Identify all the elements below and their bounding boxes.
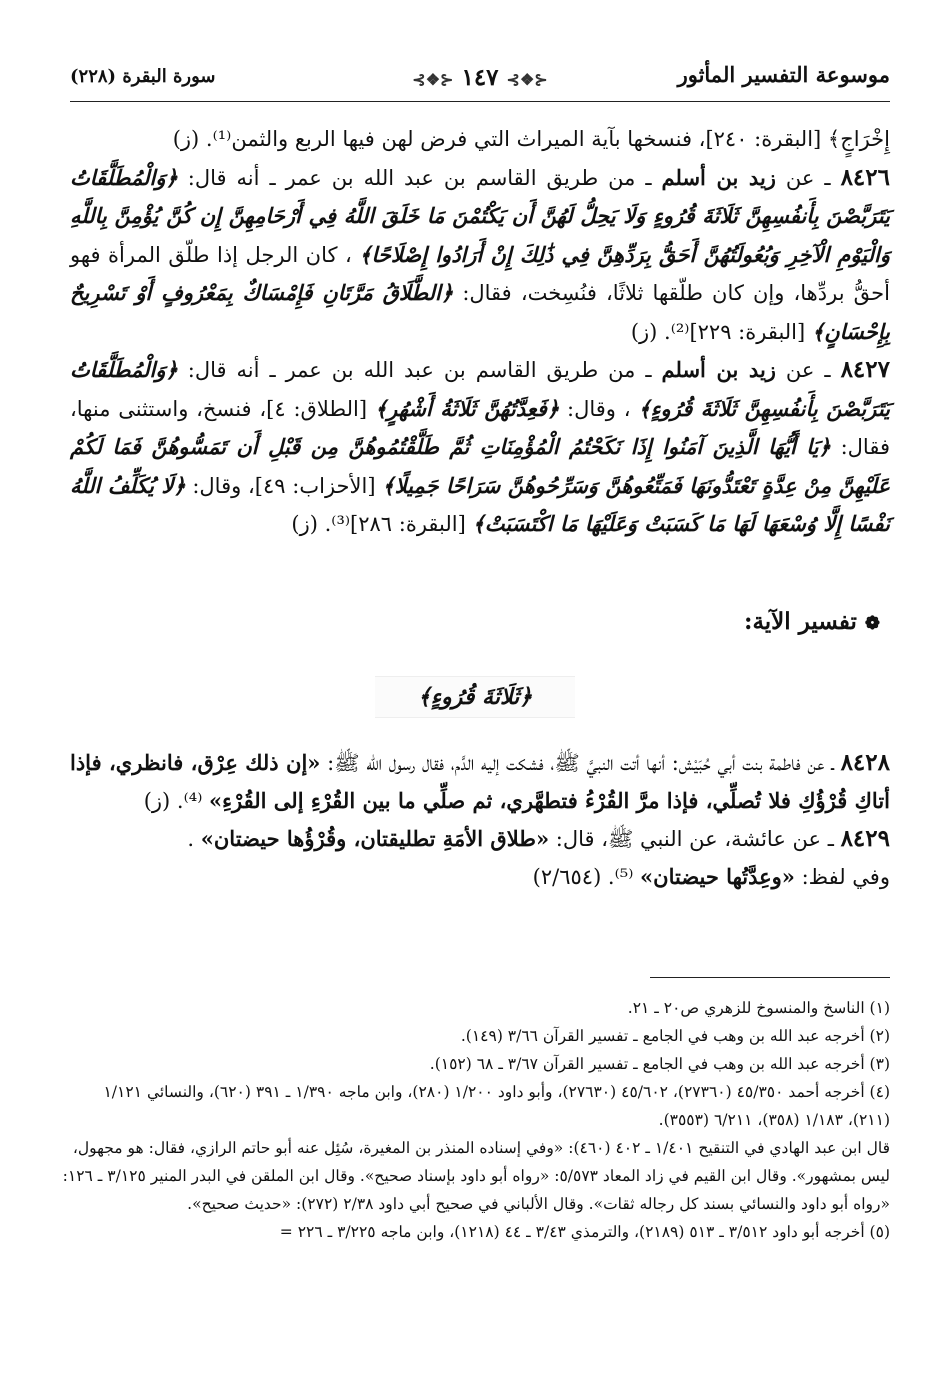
quran-verse: ﴿الطَّلَاقُ مَرَّتَانِ فَإِمْسَاكٌ بِمَعْرُوفٍ أَوْ تَسْرِيحٌ بِإِحْسَانٍ﴾	[70, 280, 890, 344]
hadith-ending: .	[187, 827, 195, 851]
chain-text: ـ من طريق القاسم بن عبد الله بن عمر ـ أنه قال:	[177, 358, 652, 382]
chain-text: ـ من طريق القاسم بن عبد الله بن عمر ـ أنه قال:	[177, 165, 652, 190]
hadith-number: ٨٤٢٩	[840, 825, 890, 852]
footnotes	[60, 994, 890, 1246]
footnote-4: (٤) أخرجه أحمد ٤٥/٣٥٠ (٢٧٣٦٠)، ٤٥/٦٠٢ (٢٧٦٣٠)، وأبو داود ١/٢٠٠ (٢٨٠)، وابن ماجه ١/٣٩٠ ـ ٣٩١ (٦٢٠)، والنسائي ١/١٢١ (٢١١)، ١/١٨٣ (٣٥٨)، ٦/٢١١ (٣٥٥٣).	[103, 1083, 890, 1129]
entry-intro: ـ عن	[775, 165, 831, 190]
flower-ornament-icon: ❁	[864, 613, 880, 634]
hadith-variant-prefix: وفي لفظ:	[794, 865, 890, 889]
entry-text: إِخْرَاجٍ﴾ [البقرة: ٢٤٠]، فنسخها بآية الميراث التي فرض لهن فيها الربع والثمن⁽¹⁾. (ز)	[172, 127, 890, 151]
ornament-icon: ⊰❖⊱	[506, 70, 548, 89]
quran-verse: ﴿يَا أَيُّهَا الَّذِينَ آمَنُوا إِذَا نَكَحْتُمُ الْمُؤْمِنَاتِ ثُمَّ طَلَّقْتُمُوهُنَّ مِن قَبْلِ أَن تَمَسُّوهُنَّ فَمَا لَكُمْ عَلَيْهِنَّ مِنْ عِدَّةٍ تَعْتَدُّونَهَا فَمَتِّعُوهُنَّ وَسَرِّحُوهُنَّ سَرَاحًا جَمِيلًا﴾	[70, 434, 891, 498]
footnote-5: (٥) أخرجه أبو داود ٣/٥١٢ ـ ٥١٣ (٢١٨٩)، والترمذي ٣/٤٣ ـ ٤٤ (١٢١٨)، وابن ماجه ٣/٢٢٥ ـ ٢٢٦ =	[279, 1223, 890, 1241]
section-heading	[744, 608, 880, 635]
entry-8426	[70, 159, 890, 352]
quran-verse: ﴿وَالْمُطَلَّقَاتُ يَتَرَبَّصْنَ بِأَنفُسِهِنَّ ثَلَاثَةَ قُرُوءٍ وَلَا يَحِلُّ لَهُنَّ أَن يَكْتُمْنَ مَا خَلَقَ اللَّهُ فِي أَرْحَامِهِنَّ إِن كُنَّ يُؤْمِنَّ بِاللَّهِ وَالْيَوْمِ الْآخِرِ وَبُعُولَتُهُنَّ أَحَقُّ بِرَدِّهِنَّ فِي ذَٰلِكَ إِنْ أَرَادُوا إِصْلَاحًا﴾	[70, 164, 890, 267]
header-divider	[70, 101, 890, 102]
hadith-list	[70, 744, 890, 896]
footnote-4-commentary: قال ابن عبد الهادي في التنقيح ١/٤٠١ ـ ٤٠٢ (٤٦٠): «وفي إسناده المنذر بن المغيرة، سُئِل عنه أبو حاتم الرازي، فقال: هو مجهول، ليس بمشهور». وقال ابن القيم في زاد المعاد ٥/٥٧٣: «رواه أبو داود بإسناد صحيح». وقال ابن الملقن في البدر المنير ٣/١٢٥ ـ ١٢٦: «رواه أبو داود والنسائي بسند كل رجاله ثقات». وقال الألباني في صحيح أبي داود ٢/٣٨ (٢٧٢): «حديث صحيح».	[62, 1139, 890, 1213]
book-title: موسوعة التفسير المأثور	[677, 62, 890, 87]
entry-number: ٨٤٢٧	[840, 356, 890, 383]
phrase-heading: ﴿ثَلَاثَةَ قُرُوءٍ﴾	[375, 676, 575, 718]
hadith-number: ٨٤٢٨	[840, 749, 890, 776]
hadith-text: ـ عن عائشة، عن النبي ﷺ، قال:	[549, 827, 834, 851]
ornament-icon: ⊰❖⊱	[412, 70, 454, 89]
quran-verse: ﴿فَعِدَّتُهُنَّ ثَلَاثَةُ أَشْهُرٍ﴾	[374, 395, 560, 421]
footnote-2: (٢) أخرجه عبد الله بن وهب في الجامع ـ تفسير القرآن ٣/٦٦ (١٤٩).	[460, 1027, 890, 1045]
entry-number: ٨٤٢٦	[840, 163, 890, 191]
narrator-name: زيد بن أسلم	[661, 164, 776, 190]
entry-body: [الطلاق: ٤]، فنسخ، واستثنى منها، فقال:	[70, 396, 890, 459]
hadith-8428	[70, 744, 890, 820]
hadith-text: ـ عن فاطمة بنت أبي حُبَيْش: أنها أتت النبيَّ ﷺ، فشكت إليه الدَّم، فقال رسول الله ﷺ:	[320, 751, 834, 775]
entry-body: ، كان الرجل إذا طلّق المرأة فهو أحقُّ بردِّها، وإن كان طلّقها ثلاثًا، فنُسِخت، فقال:	[70, 242, 890, 305]
entry-8427	[70, 351, 890, 544]
section-title: تفسير الآية:	[743, 608, 857, 635]
entry-body: [الأحزاب: ٤٩]، وقال:	[185, 473, 376, 498]
narrator-name: زيد بن أسلم	[661, 357, 776, 382]
entry-intro: ـ عن	[775, 358, 831, 382]
entry-ending: [البقرة: ٢٢٩]⁽²⁾. (ز)	[630, 319, 806, 344]
hadith-variant-ending: ⁽⁵⁾. (٢/٦٥٤)	[532, 865, 634, 889]
footnote-divider	[650, 977, 890, 978]
hadith-variant-quote: «وعِدَّتُها حيضتان»	[640, 864, 795, 889]
hadith-quote: «طلاق الأمَةِ تطليقتان، وقُرْؤُها حيضتان»	[200, 826, 550, 851]
entry-body: ، وقال:	[559, 396, 631, 421]
footnote-3: (٣) أخرجه عبد الله بن وهب في الجامع ـ تفسير القرآن ٣/٦٧ ـ ٦٨ (١٥٢).	[429, 1055, 890, 1073]
footnote-1: (١) الناسخ والمنسوخ للزهري ص٢٠ ـ ٢١.	[627, 999, 890, 1017]
page-number: ١٤٧	[461, 64, 499, 91]
entry-ending: [البقرة: ٢٨٦]⁽³⁾. (ز)	[291, 512, 466, 536]
surah-info: سورة البقرة (٢٢٨)	[70, 66, 216, 87]
entry-continuation	[70, 120, 890, 159]
main-text	[70, 120, 890, 544]
running-header	[70, 58, 890, 102]
hadith-8429	[70, 820, 890, 896]
quran-verse: ﴿لَا يُكَلِّفُ اللَّهُ نَفْسًا إِلَّا وُسْعَهَا لَهَا مَا كَسَبَتْ وَعَلَيْهَا مَا اكْتَسَبَتْ﴾	[70, 472, 890, 536]
quran-verse: ﴿وَالْمُطَلَّقَاتُ يَتَرَبَّصْنَ بِأَنفُسِهِنَّ ثَلَاثَةَ قُرُوءٍ﴾	[70, 357, 890, 421]
hadith-ending: ⁽⁴⁾. (ز)	[143, 789, 203, 813]
hadith-quote: «إن ذلك عِرْق، فانظري، فإذا أتاكِ قُرْؤُكِ فلا تُصلِّي، فإذا مرَّ القُرْءُ فتطهَّري، ثم صلِّي ما بين القُرْءِ إلى القُرْءِ»	[70, 750, 890, 813]
